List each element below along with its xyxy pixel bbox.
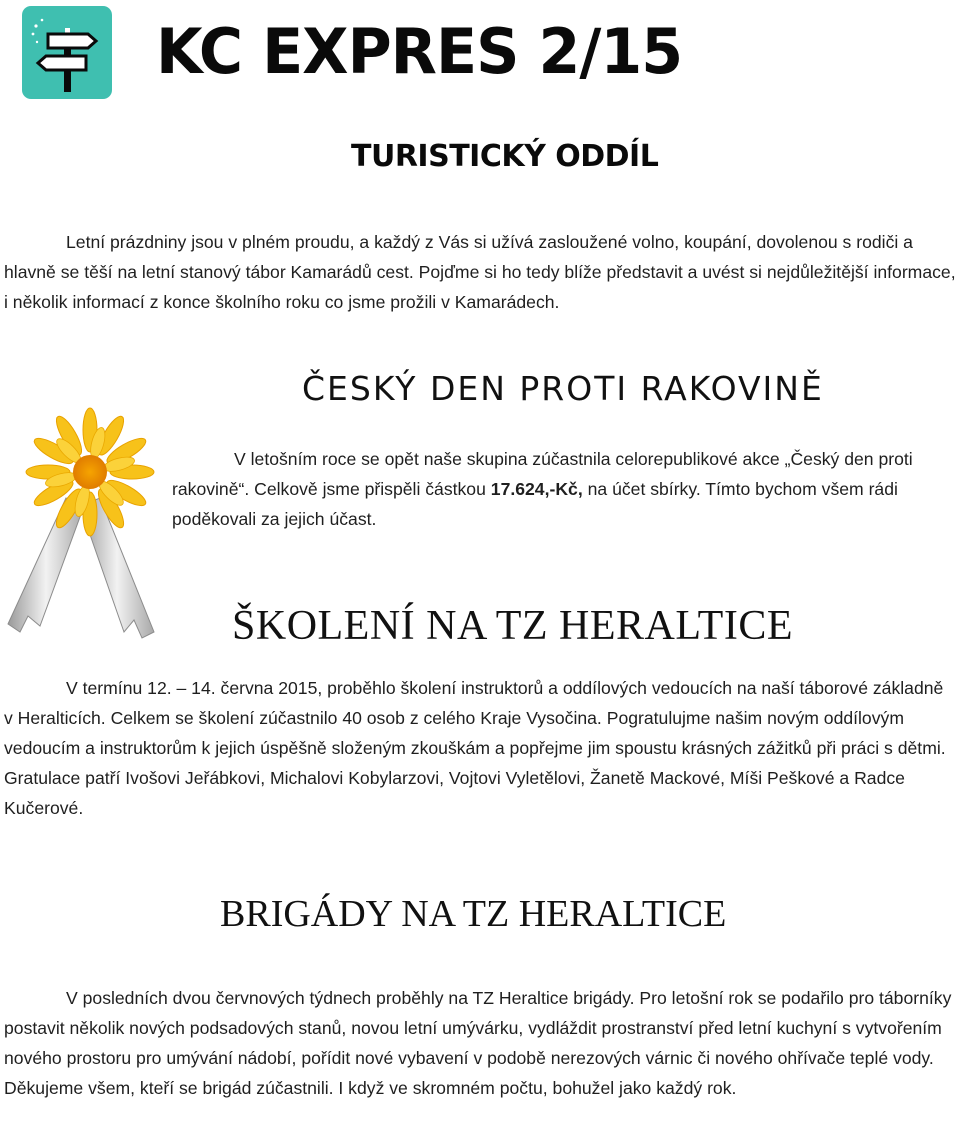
cancer-day-text: V letošním roce se opět naše skupina zúčastnila celorepublikové akce „Český den proti rakovině“. Celkově jsme přispěli částkou (172, 449, 913, 499)
training-heading: ŠKOLENÍ NA TZ HERALTICE (232, 603, 793, 649)
intro-paragraph (4, 227, 956, 317)
cancer-day-text-end: na účet sbírky. Tímto bychom všem rádi poděkovali za jejich účast. (172, 479, 898, 529)
newsletter-logo (22, 6, 112, 99)
cancer-day-paragraph (172, 444, 956, 534)
signpost-icon (22, 6, 112, 99)
flower-ribbon-icon (4, 406, 162, 642)
work-brigades-text: V posledních dvou červnových týdnech proběhly na TZ Heraltice brigády. Pro letošní rok se podařilo pro táborníky postavit několik nových podsadových stanů, novou letní umývárku, vydláždit prostranství před letní kuchyní s vytvořením nového prostoru pro umývání nádobí, pořídit nové vybavení v podobě nerezových várnic či nového ohřívače teplé vody. Děkujeme všem, kteří se brigád zúčastnili. I když ve skromném počtu, bohužel jako každý rok. (4, 988, 952, 1098)
training-paragraph (4, 673, 956, 823)
work-brigades-heading: BRIGÁDY NA TZ HERALTICE (220, 893, 727, 935)
training-text: V termínu 12. – 14. června 2015, proběhlo školení instruktorů a oddílových vedoucích na naší táborové základně v Heralticích. Celkem se školení zúčastnilo 40 osob z celého Kraje Vysočina. Pogratulujme našim novým oddílovým vedoucím a instruktorům k jejich úspěšně složeným zkouškám a popřejme jim spoustu krásných zážitků při práci s dětmi. Gratulace patří Ivošovi Jeřábkovi, Michalovi Kobylarzovi, Vojtovi Vyletělovi, Žanetě Mackové, Míši Peškové a Radce Kučerové. (4, 678, 946, 818)
section-subtitle: TURISTICKÝ ODDÍL (351, 139, 659, 174)
cancer-day-heading: ČESKÝ DEN PROTI RAKOVINĚ (302, 369, 824, 408)
flower-ribbon-image (4, 406, 162, 642)
donation-amount: 17.624,-Kč, (490, 479, 583, 499)
newsletter-title: KC EXPRES 2/15 (156, 15, 683, 88)
intro-text: Letní prázdniny jsou v plném proudu, a každý z Vás si užívá zasloužené volno, koupání, dovolenou s rodiči a hlavně se těší na letní stanový tábor Kamarádů cest. Pojďme si ho tedy blíže představit a uvést si nejdůležitější informace, i několik informací z konce školního roku co jsme prožili v Kamarádech. (4, 232, 956, 312)
work-brigades-paragraph (4, 983, 956, 1103)
